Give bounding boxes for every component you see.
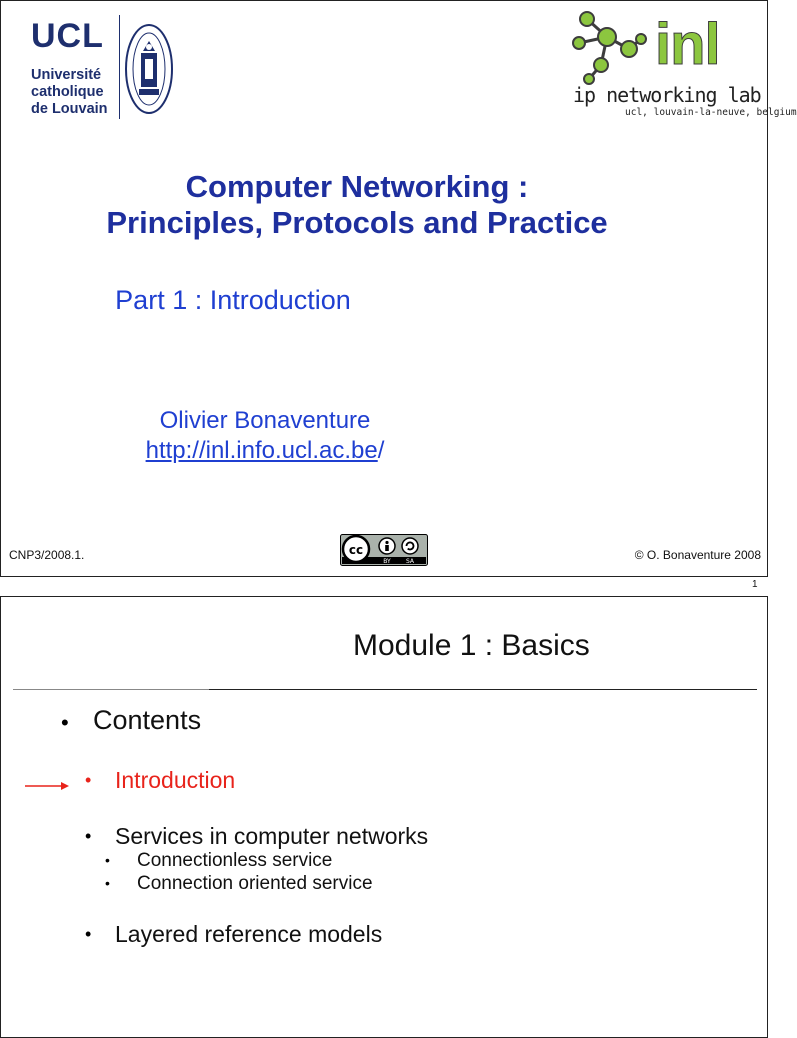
bullet-glyph: • <box>61 710 69 735</box>
ucl-line-1: Université <box>31 67 102 83</box>
author-url-link[interactable]: http://inl.info.ucl.ac.be <box>145 437 378 464</box>
ucl-line-3: de Louvain <box>31 101 108 117</box>
author-name: Olivier Bonaventure <box>159 407 371 434</box>
arrow-right-icon <box>25 781 69 791</box>
ucl-seal-icon <box>123 19 175 119</box>
bullet-introduction: Introduction <box>115 767 236 793</box>
ucl-logo <box>31 15 169 125</box>
bullet-glyph: • <box>85 924 92 944</box>
inl-subtitle: ip networking lab <box>573 83 761 107</box>
ucl-abbr: UCL <box>31 17 104 55</box>
author-url-trailing: / <box>377 437 385 464</box>
slide-title-line-2: Principles, Protocols and Practice <box>106 205 608 240</box>
page-number: 1 <box>752 579 758 590</box>
cc-license-badge <box>340 534 428 566</box>
ucl-line-2: catholique <box>31 84 104 100</box>
footer-left: CNP3/2008.1. <box>9 548 85 562</box>
inl-logo <box>567 9 797 121</box>
bullet-layered: Layered reference models <box>115 921 383 947</box>
inl-wordmark: inl <box>655 12 720 77</box>
title-divider-accent <box>13 689 209 690</box>
bullet-connection-oriented: Connection oriented service <box>137 873 373 894</box>
footer-right: © O. Bonaventure 2008 <box>634 548 761 562</box>
slide-title-line-1: Computer Networking : <box>185 169 529 204</box>
ucl-wordmark <box>31 15 120 119</box>
cc-icon: cc <box>348 543 364 557</box>
bullet-services: Services in computer networks <box>115 823 429 849</box>
author-url-line <box>0 437 649 465</box>
cc-sa-label: SA <box>405 558 415 566</box>
bullet-glyph: • <box>105 875 110 891</box>
bullet-glyph: • <box>85 770 92 790</box>
slide-subtitle: Part 1 : Introduction <box>115 285 351 315</box>
network-graph-icon <box>567 9 663 89</box>
cc-by-label: BY <box>383 558 391 566</box>
inl-location: ucl, louvain-la-neuve, belgium <box>625 107 797 118</box>
bullet-glyph: • <box>105 852 110 868</box>
bullet-connectionless: Connectionless service <box>137 850 333 871</box>
module-title: Module 1 : Basics <box>353 629 590 662</box>
sa-icon <box>402 538 418 554</box>
bullet-glyph: • <box>85 826 92 846</box>
module-slide <box>0 596 768 1038</box>
bullet-contents: Contents <box>93 705 202 735</box>
